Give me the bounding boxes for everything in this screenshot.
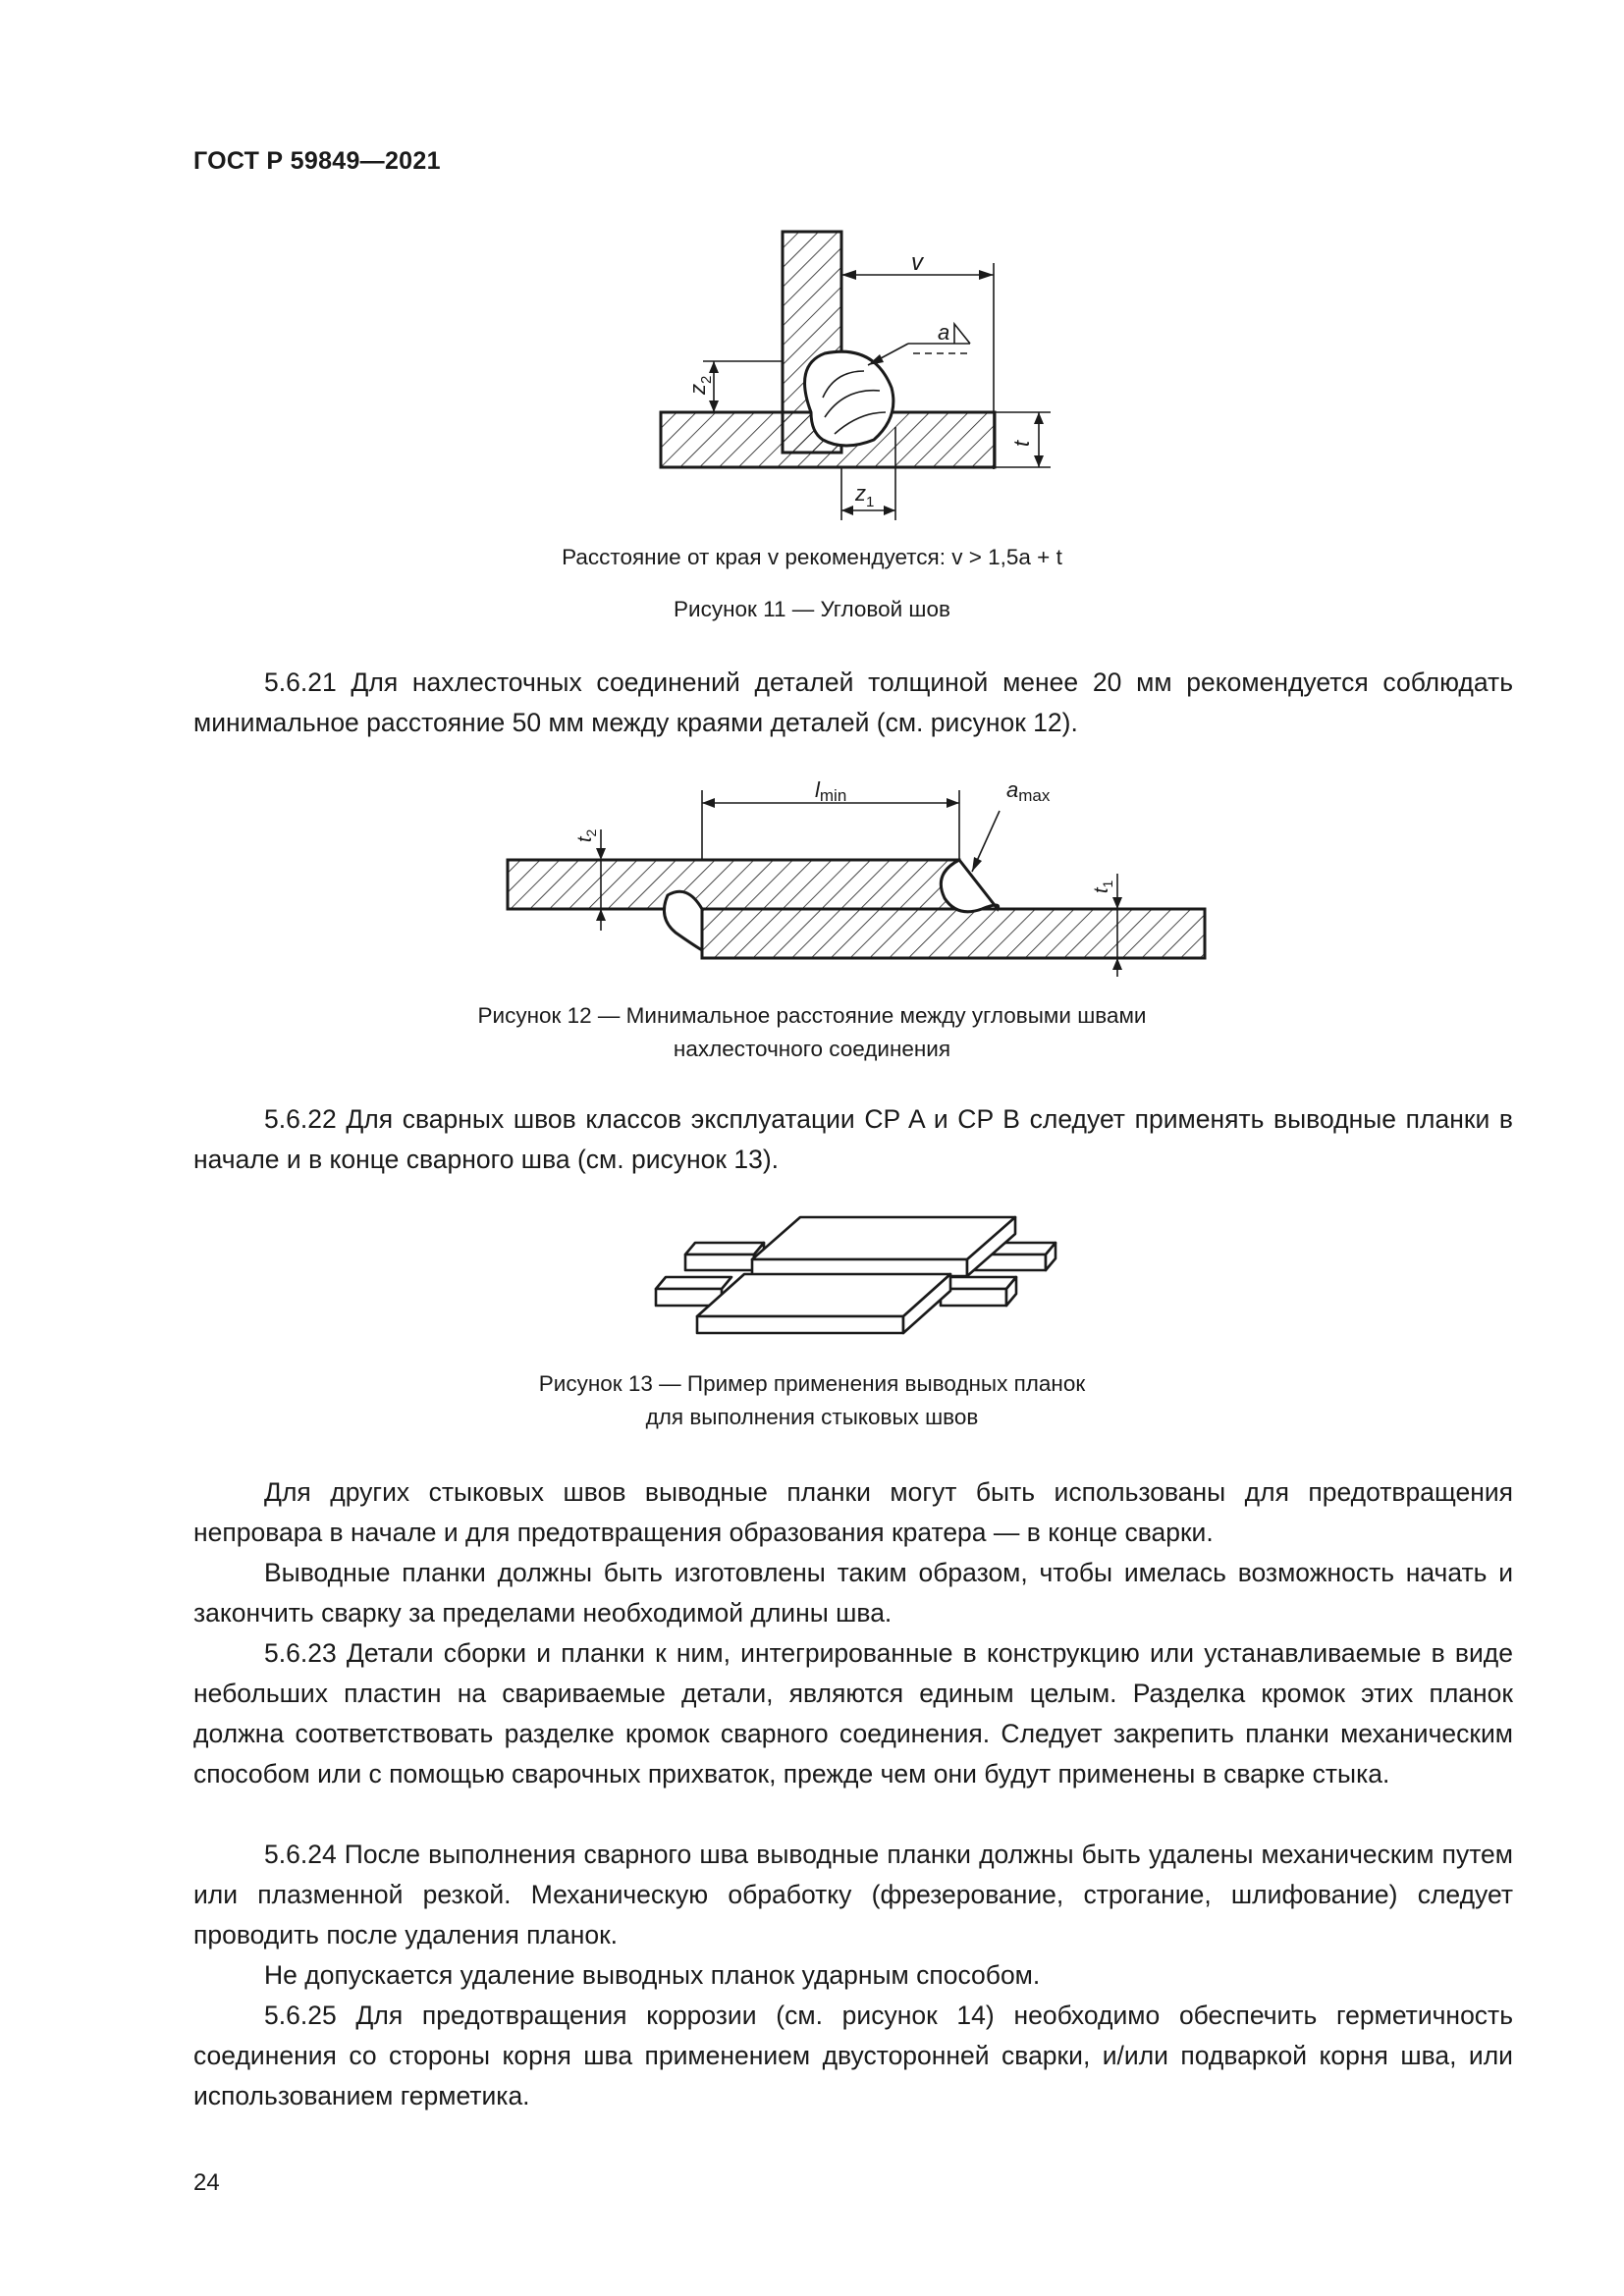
top-plate <box>508 860 959 909</box>
label-lmin: lmin <box>815 777 847 805</box>
figure-13-run-off-tabs <box>638 1202 1080 1350</box>
label-t2: $t_2$ <box>574 828 599 842</box>
figure-11-note: Расстояние от края v рекомендуется: v > 1,5a + t <box>562 545 1062 569</box>
paragraph-5-6-25: 5.6.25 Для предотвращения коррозии (см. рисунок 14) необходимо обеспечить герметичность соединения со стороны корня шва применением двусторонней сварки, и/или подваркой корня шва, или использованием герметика. <box>193 2001 1513 2110</box>
paragraph-run-off-tabs: Выводные планки должны быть изготовлены таким образом, чтобы имелась возможность начать и закончить сварку за пределами необходимой длины шва. <box>193 1558 1513 1628</box>
right-weld <box>941 860 998 912</box>
figure-13-caption-line-1: Рисунок 13 — Пример применения выводных планок <box>538 1371 1086 1396</box>
run-off-tab-left-top <box>685 1243 764 1255</box>
page-number: 24 <box>193 2169 220 2196</box>
paragraph-5-6-24: 5.6.24 После выполнения сварного шва выводные планки должны быть удалены механическим путем или плазменной резкой. Механическую обработку (фрезерование, строгание, шлифование) следует проводить после удаления планок. <box>193 1840 1513 1949</box>
left-weld <box>664 891 702 950</box>
figure-12-lap-joint <box>491 771 1218 982</box>
paragraph-5-6-22: 5.6.22 Для сварных швов классов эксплуатации CP A и CP B следует применять выводные планки в начале и в конце сварного шва (см. рисунок 13). <box>193 1104 1513 1174</box>
label-a: a <box>938 320 950 345</box>
figure-11-caption: Рисунок 11 — Угловой шов <box>674 597 950 621</box>
figure-12-caption-line-2: нахлесточного соединения <box>673 1037 951 1061</box>
label-z1: $z_1$ <box>855 481 875 510</box>
figure-12-caption-line-1: Рисунок 12 — Минимальное расстояние между угловыми швами <box>477 1003 1147 1028</box>
label-amax: amax <box>1006 777 1051 805</box>
label-t1: $t_1$ <box>1091 880 1115 893</box>
figure-13-caption-line-2: для выполнения стыковых швов <box>645 1405 979 1429</box>
bottom-plate <box>702 909 1205 958</box>
document-header: ГОСТ Р 59849—2021 <box>193 147 441 175</box>
weld-bead <box>805 351 893 446</box>
paragraph-other-butt-welds: Для других стыковых швов выводные планки могут быть использованы для предотвращения непровара в начале и для предотвращения образования кратера — в конце сварки. <box>193 1477 1513 1547</box>
label-z2: $z_2$ <box>685 375 715 395</box>
run-off-tab-left-bottom <box>656 1277 731 1289</box>
paragraph-5-6-21: 5.6.21 Для нахлесточных соединений деталей толщиной менее 20 мм рекомендуется соблюдать минимальное расстояние 50 мм между краями деталей (см. рисунок 12). <box>193 667 1513 737</box>
paragraph-not-allowed: Не допускается удаление выводных планок ударным способом. <box>264 1960 1041 1990</box>
label-t: t <box>1009 440 1034 447</box>
figure-11-fillet-weld <box>628 221 1080 535</box>
label-v: v <box>911 249 923 276</box>
paragraph-5-6-23: 5.6.23 Детали сборки и планки к ним, интегрированные в конструкцию или устанавливаемые в виде небольших пластин на свариваемые детали, являются единым целым. Разделка кромок этих планок должна соответствовать разделке кромок сварного соединения. Следует закрепить планки механическим способом или с помощью сварочных прихваток, прежде чем они будут применены в сварке стыка. <box>193 1638 1513 1789</box>
